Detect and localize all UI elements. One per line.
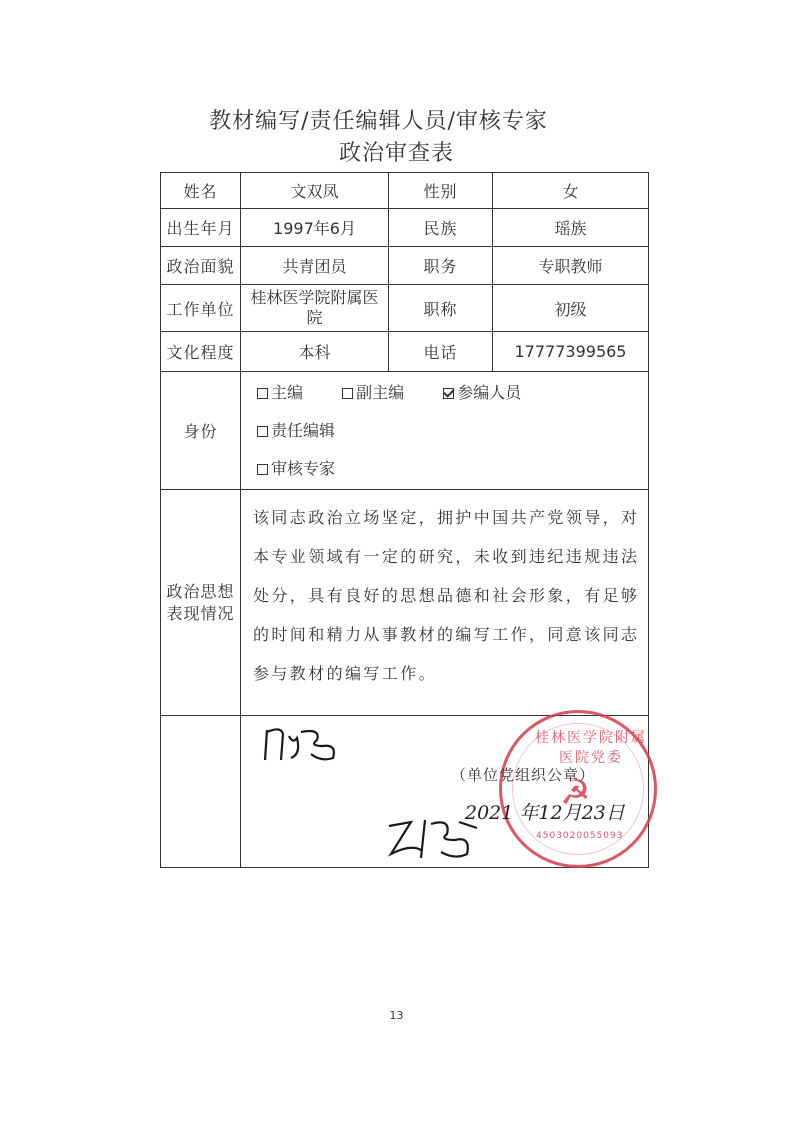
ethnicity-value: 瑶族 [493, 209, 649, 247]
gender-value: 女 [493, 173, 649, 209]
position-value: 专职教师 [493, 247, 649, 285]
politics-label: 政治面貌 [161, 247, 241, 285]
form-title-line2: 政治审查表 [338, 141, 454, 166]
education-label: 文化程度 [161, 332, 241, 372]
phone-value: 17777399565 [493, 332, 649, 372]
signature-cell [241, 716, 649, 868]
unit-seal-label: （单位党组织公章） [451, 766, 596, 784]
page-number: 13 [389, 1009, 404, 1022]
identity-option-chief-editor[interactable]: 主编 [257, 374, 303, 412]
identity-options [241, 372, 649, 490]
checkbox-icon[interactable] [257, 426, 268, 437]
official-seal: 桂林医学院附属医院党委 ☭ 4503020055093 [499, 710, 657, 868]
phone-label: 电话 [389, 332, 493, 372]
political-performance-text: 该同志政治立场坚定，拥护中国共产党领导，对本专业领域有一定的研究，未收到违纪违规违法处分，具有良好的思想品德和社会形象，有足够的时间和精力从事教材的编写工作，同意该同志参与教材的编写工作。 [241, 490, 649, 716]
name-value: 文双凤 [241, 173, 389, 209]
workplace-value: 桂林医学院附属医院 [241, 285, 389, 332]
political-performance-label: 政治思想 表现情况 [161, 490, 241, 716]
name-label: 姓名 [161, 173, 241, 209]
checkbox-checked-icon[interactable] [443, 388, 454, 399]
party-emblem-icon: ☭ [560, 773, 591, 813]
education-value: 本科 [241, 332, 389, 372]
ethnicity-label: 民族 [389, 209, 493, 247]
title-label: 职称 [389, 285, 493, 332]
handwritten-signature-2 [381, 814, 491, 864]
form-title-line1: 教材编写/责任编辑人员/审核专家 [209, 109, 548, 134]
identity-label: 身份 [161, 372, 241, 490]
gender-label: 性别 [389, 173, 493, 209]
identity-option-deputy-editor[interactable]: 副主编 [342, 374, 404, 412]
review-form-table [160, 172, 649, 868]
identity-option-responsible-editor[interactable]: 责任编辑 [257, 412, 335, 450]
checkbox-icon[interactable] [342, 388, 353, 399]
birth-label: 出生年月 [161, 209, 241, 247]
identity-option-review-expert[interactable]: 审核专家 [257, 450, 335, 488]
title-value: 初级 [493, 285, 649, 332]
politics-value: 共青团员 [241, 247, 389, 285]
checkbox-icon[interactable] [257, 464, 268, 475]
signature-label-cell [161, 716, 241, 868]
checkbox-icon[interactable] [257, 388, 268, 399]
identity-option-contributor[interactable]: 参编人员 [443, 374, 521, 412]
handwritten-signature-1 [261, 724, 351, 768]
sign-date: 2021 年12月23日 [465, 802, 625, 824]
position-label: 职务 [389, 247, 493, 285]
birth-value: 1997年6月 [241, 209, 389, 247]
workplace-label: 工作单位 [161, 285, 241, 332]
